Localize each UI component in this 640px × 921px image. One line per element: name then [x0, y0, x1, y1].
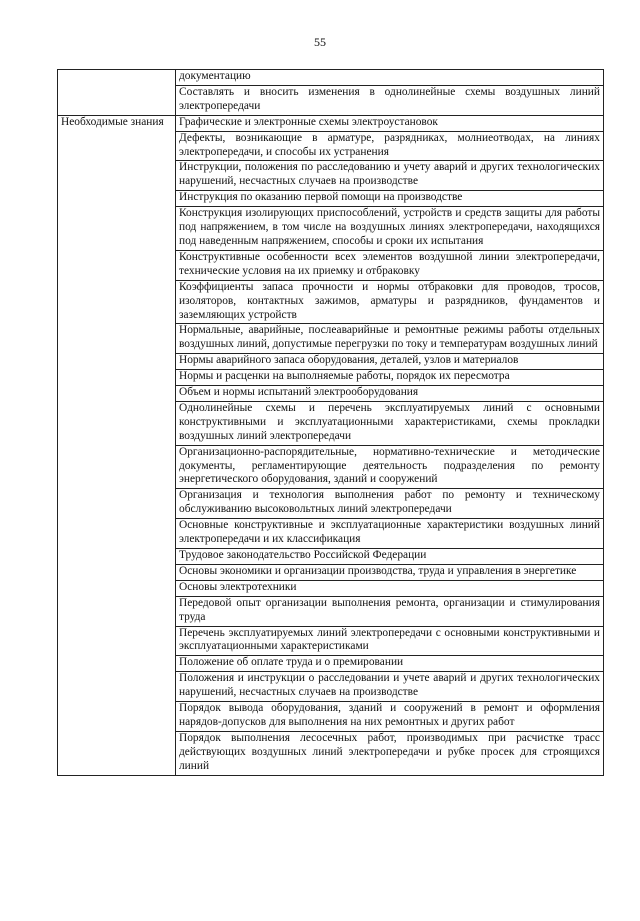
skill-item: Составлять и вносить изменения в однолинейные схемы воздушных линий электропередачи: [176, 85, 604, 115]
knowledge-table-body: [58, 70, 604, 776]
page-number: 55: [314, 35, 326, 49]
knowledge-item: Конструктивные особенности всех элементов воздушной линии электропередачи, технические условия на их приемку и отбраковку: [176, 250, 604, 280]
knowledge-item: Объем и нормы испытаний электрооборудования: [176, 386, 604, 402]
knowledge-item: Графические и электронные схемы электроустановок: [176, 115, 604, 131]
knowledge-item: Основы экономики и организации производства, труда и управления в энергетике: [176, 564, 604, 580]
table-row: [58, 115, 604, 131]
knowledge-item: Коэффициенты запаса прочности и нормы отбраковки для проводов, тросов, изоляторов, контактных зажимов, арматуры и разрядников, фундаментов и заземляющих устройств: [176, 280, 604, 324]
knowledge-table: [57, 69, 604, 776]
knowledge-item: Положение об оплате труда и о премировании: [176, 656, 604, 672]
knowledge-item: Положения и инструкции о расследовании и учете аварий и других технологических нарушений, несчастных случаев на производстве: [176, 672, 604, 702]
knowledge-item: Основы электротехники: [176, 580, 604, 596]
knowledge-item: Конструкция изолирующих приспособлений, устройств и средств защиты для работы под напряжением, в том числе на воздушных линиях электропередачи, находящихся под наведенным напряжением, способы и сроки их испытания: [176, 207, 604, 251]
knowledge-item: Инструкция по оказанию первой помощи на производстве: [176, 191, 604, 207]
knowledge-item: Организация и технология выполнения работ по ремонту и техническому обслуживанию высоковольтных линий электропередачи: [176, 489, 604, 519]
knowledge-item: Инструкции, положения по расследованию и учету аварий и других технологических нарушений, несчастных случаев на производстве: [176, 161, 604, 191]
knowledge-item: Дефекты, возникающие в арматуре, разрядниках, молниеотводах, на линиях электропередачи, и способы их устранения: [176, 131, 604, 161]
knowledge-item: Порядок выполнения лесосечных работ, производимых при расчистке трасс действующих воздушных линий электропередачи и рубке просек для строящихся линий: [176, 731, 604, 775]
skills-label-cell: [58, 70, 176, 116]
knowledge-item: Передовой опыт организации выполнения ремонта, организации и стимулирования труда: [176, 596, 604, 626]
knowledge-item: Организационно-распорядительные, нормативно-технические и методические документы, регламентирующие деятельность подразделения по ремонту энергетического оборудования, зданий и сооружений: [176, 445, 604, 489]
knowledge-item: Порядок вывода оборудования, зданий и сооружений в ремонт и оформления нарядов-допусков для выполнения на них ремонтных и других работ: [176, 702, 604, 732]
knowledge-item: Основные конструктивные и эксплуатационные характеристики воздушных линий электропередачи и их классификация: [176, 519, 604, 549]
knowledge-item: Нормальные, аварийные, послеаварийные и ремонтные режимы работы отдельных воздушных линий, допустимые перегрузки по току и температурам воздушных линий: [176, 324, 604, 354]
knowledge-item: Нормы аварийного запаса оборудования, деталей, узлов и материалов: [176, 354, 604, 370]
skill-item: документацию: [176, 70, 604, 86]
knowledge-item: Однолинейные схемы и перечень эксплуатируемых линий с основными конструктивными и эксплуатационными характеристиками, схемы прокладки воздушных линий электропередачи: [176, 401, 604, 445]
knowledge-item: Трудовое законодательство Российской Федерации: [176, 549, 604, 565]
table-row: [58, 70, 604, 86]
knowledge-item: Нормы и расценки на выполняемые работы, порядок их пересмотра: [176, 370, 604, 386]
knowledge-item: Перечень эксплуатируемых линий электропередачи с основными конструктивными и эксплуатационными характеристиками: [176, 626, 604, 656]
knowledge-label: Необходимые знания: [58, 115, 176, 775]
